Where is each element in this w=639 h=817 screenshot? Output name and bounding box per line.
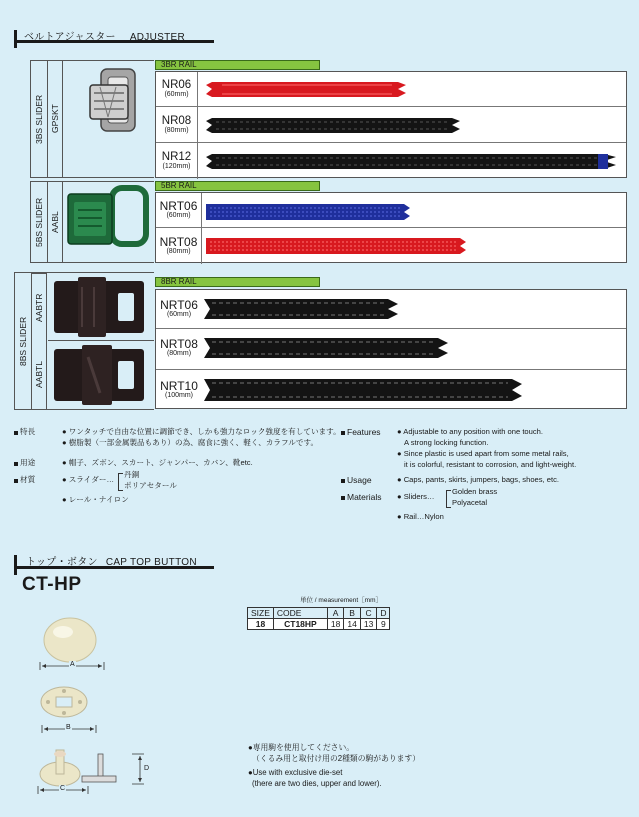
adjuster-header-jp: ベルトアジャスター (24, 32, 116, 43)
en-mat-brace (446, 490, 451, 508)
rail-nrt08-black-image (202, 329, 624, 367)
bullet-icon (14, 462, 18, 466)
rail-row-nr08 (156, 107, 626, 143)
rail-tab-8br: 8BR RAIL (155, 277, 320, 287)
th-c: C (360, 608, 376, 619)
td-b: 14 (344, 619, 360, 630)
td-code: CT18HP (273, 619, 327, 630)
dim-c-label: C (60, 785, 66, 792)
bullet-icon (14, 479, 18, 483)
rail-row-nr06 (156, 72, 626, 107)
bullet-icon (341, 431, 345, 435)
jp-mat-slider: ● スライダー… (62, 475, 115, 484)
rail-nr06-image (202, 72, 622, 107)
adjuster-header-bar-v (14, 30, 17, 48)
product-image-aabtl (48, 341, 154, 409)
rail-nr12-image (202, 143, 624, 179)
bullet-icon (14, 431, 18, 435)
td-a: 18 (327, 619, 343, 630)
en-features-label: Features (347, 427, 381, 437)
rail-label (156, 290, 202, 328)
rail-panel-3br (155, 71, 627, 178)
bullet-icon (341, 496, 345, 500)
aabl-slider-icon (64, 182, 154, 262)
td-d: 9 (377, 619, 390, 630)
product-label-aabtl: AABTL (31, 341, 47, 409)
rail-length: (60mm) (166, 311, 192, 318)
en-mat-slider-a: Golden brass (452, 487, 498, 496)
rail-length: (60mm) (166, 212, 191, 219)
th-size: SIZE (248, 608, 274, 619)
rail-nrt06-black-image (202, 290, 624, 328)
cap-model: CT-HP (22, 574, 82, 595)
cap-ring-image (36, 682, 96, 722)
rail-panel-5br (155, 192, 627, 263)
rail-row-nrt06-5br (156, 193, 626, 228)
jp-mat-slider-text: スライダー… (68, 475, 115, 484)
en-usage-label: Usage (347, 475, 372, 485)
rail-length: (120mm) (162, 163, 191, 170)
en-usage-text: Caps, pants, skirts, jumpers, bags, shoes, etc. (403, 475, 560, 484)
rail-length: (80mm) (166, 248, 191, 255)
dim-d-label: D (144, 765, 150, 772)
rail-nrt08-red-image (204, 228, 624, 264)
en-mat-slider-b: Polyacetal (452, 498, 488, 507)
rail-length: (80mm) (164, 126, 189, 134)
th-a: A (327, 608, 343, 619)
slider-label-8bs: 8BS SLIDER (18, 316, 28, 366)
rail-tab-3br: 3BR RAIL (155, 60, 320, 70)
cap-header-jp: トップ・ボタン (26, 557, 98, 568)
en-feature-1-text: Adjustable to any position with one touch. (403, 427, 544, 436)
rail-length: (60mm) (164, 91, 189, 98)
jp-mat-brace (118, 473, 123, 491)
cap-header-bar-v (14, 555, 17, 575)
rail-code: NRT06 (159, 199, 198, 213)
jp-feature-2-text: 樹脂製（一部金属製品もあり）の為、腐食に強く、軽く、カラフルです。 (68, 438, 319, 447)
dim-a-label: A (70, 661, 75, 668)
jp-materials-label: 材質 (20, 475, 36, 484)
jp-mat-rail: ● レール・ナイロン (62, 495, 129, 504)
en-feature-3: ● Since plastic is used apart from some metal rails, (397, 449, 569, 458)
jp-usage-label: 用途 (20, 458, 36, 467)
rail-label (156, 370, 202, 410)
table-row (248, 619, 390, 630)
jp-mat-slider-a: 丹銅 (124, 470, 140, 479)
rail-code: NRT06 (160, 298, 198, 312)
rail-code: NR12 (161, 151, 192, 163)
slider-label-3bs: 3BS SLIDER (34, 94, 44, 144)
rail-length: (100mm) (164, 392, 193, 399)
rail-row-nr12 (156, 143, 626, 179)
en-materials-label: Materials (347, 492, 382, 502)
en-feature-3-text: Since plastic is used apart from some metal rails, (403, 449, 569, 458)
th-code: CODE (273, 608, 327, 619)
rail-tab-5br: 5BR RAIL (155, 181, 320, 191)
rail-label (156, 193, 202, 227)
rail-row-nrt10-8br (156, 370, 626, 410)
jp-feature-1-text: ワンタッチで自由な位置に調節でき、しかも強力なロック強度を有しています。 (68, 427, 341, 436)
jp-usage-text: 帽子、ズボン、スカート、ジャンパー、カバン、靴etc. (68, 458, 253, 467)
product-image-aabtr (48, 273, 154, 341)
rail-code: NR08 (161, 114, 192, 127)
jp-usage: ● 帽子、ズボン、スカート、ジャンパー、カバン、靴etc. (62, 458, 253, 467)
en-feature-4: it is colorful, resistant to corrosion, and light-weight. (404, 460, 577, 469)
cap-note-1: ●専用駒を使用してください。 (248, 743, 355, 752)
rail-code: NRT08 (160, 337, 198, 351)
adjuster-header (24, 28, 185, 43)
cap-header-en: CAP TOP BUTTON (105, 557, 197, 568)
jp-features-label: 特長 (20, 427, 36, 436)
rail-row-nrt06-8br (156, 290, 626, 328)
jp-feature-2: ● 樹脂製（一部金属製品もあり）の為、腐食に強く、軽く、カラフルです。 (62, 438, 319, 447)
rail-panel-8br (155, 289, 627, 409)
en-feature-2: A strong locking function. (404, 438, 489, 447)
product-image-gpskt (64, 61, 154, 177)
product-label-aabl: AABL (47, 182, 63, 262)
en-mat-rail: ● Rail…Nylon (397, 512, 444, 521)
cap-note-2: （くるみ用と取付け用の2種類の駒があります） (252, 754, 421, 763)
cap-note-3: ●Use with exclusive die-set (248, 768, 343, 777)
en-usage: ● Caps, pants, skirts, jumpers, bags, shoes, etc. (397, 475, 560, 484)
unit-note: 単位 / measurement［mm］ (300, 597, 382, 604)
aabtl-slider-icon (48, 341, 154, 409)
rail-nr08-image (202, 107, 622, 143)
rail-length: (80mm) (166, 350, 192, 357)
slider-label-5bs: 5BS SLIDER (34, 197, 44, 247)
aabtr-slider-icon (48, 273, 154, 341)
rail-row-nrt08-8br (156, 329, 626, 367)
rail-row-nrt08-5br (156, 228, 626, 264)
rail-nrt06-blue-image (204, 193, 624, 228)
product-label-aabtr: AABTR (31, 273, 47, 341)
rail-label (156, 107, 198, 142)
rail-code: NRT10 (160, 379, 198, 393)
th-b: B (344, 608, 360, 619)
cap-note-4: (there are two dies, upper and lower). (252, 779, 382, 788)
bullet-icon (341, 479, 345, 483)
jp-mat-rail-text: レール・ナイロン (68, 495, 129, 504)
en-mat-rail-text: Rail…Nylon (403, 512, 444, 521)
td-size: 18 (248, 619, 274, 630)
rail-code: NRT08 (159, 235, 198, 249)
rail-label (156, 329, 202, 367)
size-table (247, 607, 390, 630)
jp-feature-1: ● ワンタッチで自由な位置に調節でき、しかも強力なロック強度を有しています。 (62, 427, 341, 436)
td-c: 13 (360, 619, 376, 630)
adjuster-header-en: ADJUSTER (129, 32, 185, 43)
th-d: D (377, 608, 390, 619)
en-mat-slider: ● Sliders… (397, 492, 435, 501)
dim-b-label: B (66, 724, 71, 731)
gpskt-slider-icon (64, 61, 154, 177)
rail-nrt10-black-image (202, 370, 624, 410)
jp-mat-slider-b: ポリアセタール (124, 481, 177, 490)
size-table-header (248, 608, 390, 619)
rail-label (156, 72, 198, 106)
product-label-gpskt: GPSKT (47, 61, 63, 177)
product-image-aabl (64, 182, 154, 262)
en-mat-slider-text: Sliders… (403, 492, 435, 501)
rail-label (156, 143, 198, 179)
cap-header (26, 553, 197, 568)
en-feature-1: ● Adjustable to any position with one touch. (397, 427, 544, 436)
rail-code: NR06 (161, 79, 192, 91)
rail-label (156, 228, 202, 264)
